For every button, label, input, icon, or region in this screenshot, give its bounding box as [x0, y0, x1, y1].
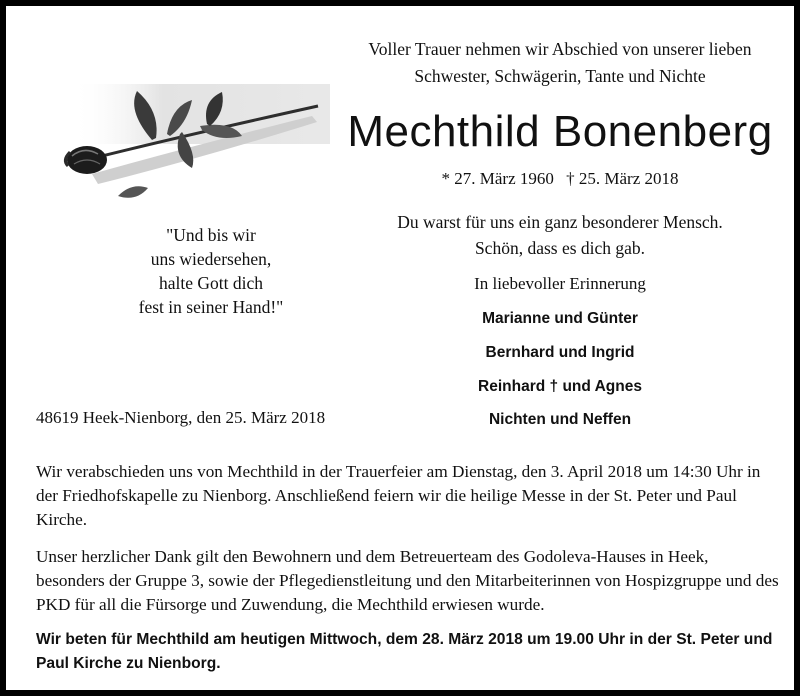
- thanks-paragraph: Unser herzlicher Dank gilt den Bewohnern und dem Betreuerteam des Godoleva-Hauses in Heek, besonders der Gruppe 3, sowie der Pflegedienstleitung und den Mitarbeiterinnen von Hospizgruppe und des PKD für all die Fürsorge und Zuwendung, die Mechthild erwiesen wurde.: [36, 547, 779, 614]
- mourner-3: Reinhard † und Agnes: [478, 378, 642, 395]
- intro-text: [326, 36, 794, 90]
- memory-label: In liebevoller Erinnerung: [474, 274, 646, 293]
- birth-date: * 27. März 1960: [441, 169, 554, 188]
- mourner-2: Bernhard und Ingrid: [485, 344, 635, 361]
- quote-line-2: uns wiedersehen,: [150, 249, 272, 269]
- tribute-line-2: Schön, dass es dich gab.: [474, 238, 646, 258]
- place-date: 48619 Heek-Nienborg, den 25. März 2018: [36, 408, 326, 427]
- prayer-paragraph: Wir beten für Mechthild am heutigen Mittwoch, dem 28. März 2018 um 19.00 Uhr in der St. Peter und Paul Kirche zu Nienborg.: [36, 631, 773, 672]
- intro-line-2: Schwester, Schwägerin, Tante und Nichte: [414, 66, 706, 86]
- funeral-paragraph: Wir verabschieden uns von Mechthild in der Trauerfeier am Dienstag, den 3. April 2018 um 14:30 Uhr in der Friedhofskapelle zu Nienborg. Anschließend feiern wir die heilige Messe in der St. Peter und Paul Kirche.: [36, 462, 761, 529]
- tribute-text: [326, 209, 794, 261]
- quote-line-4: fest in seiner Hand!": [138, 297, 284, 317]
- mourner-4: Nichten und Neffen: [488, 411, 632, 428]
- quote: [96, 223, 326, 319]
- tribute-line-1: Du warst für uns ein ganz besonderer Mensch.: [397, 212, 723, 232]
- deceased-name: Mechthild Bonenberg: [347, 107, 773, 156]
- quote-line-1: "Und bis wir: [166, 225, 256, 245]
- mourner-1: Marianne und Günter: [482, 310, 638, 327]
- life-dates: [326, 166, 794, 192]
- quote-line-3: halte Gott dich: [158, 273, 263, 293]
- intro-line-1: Voller Trauer nehmen wir Abschied von unserer lieben: [368, 39, 752, 59]
- death-date: † 25. März 2018: [566, 169, 679, 188]
- rose-icon: [32, 76, 332, 216]
